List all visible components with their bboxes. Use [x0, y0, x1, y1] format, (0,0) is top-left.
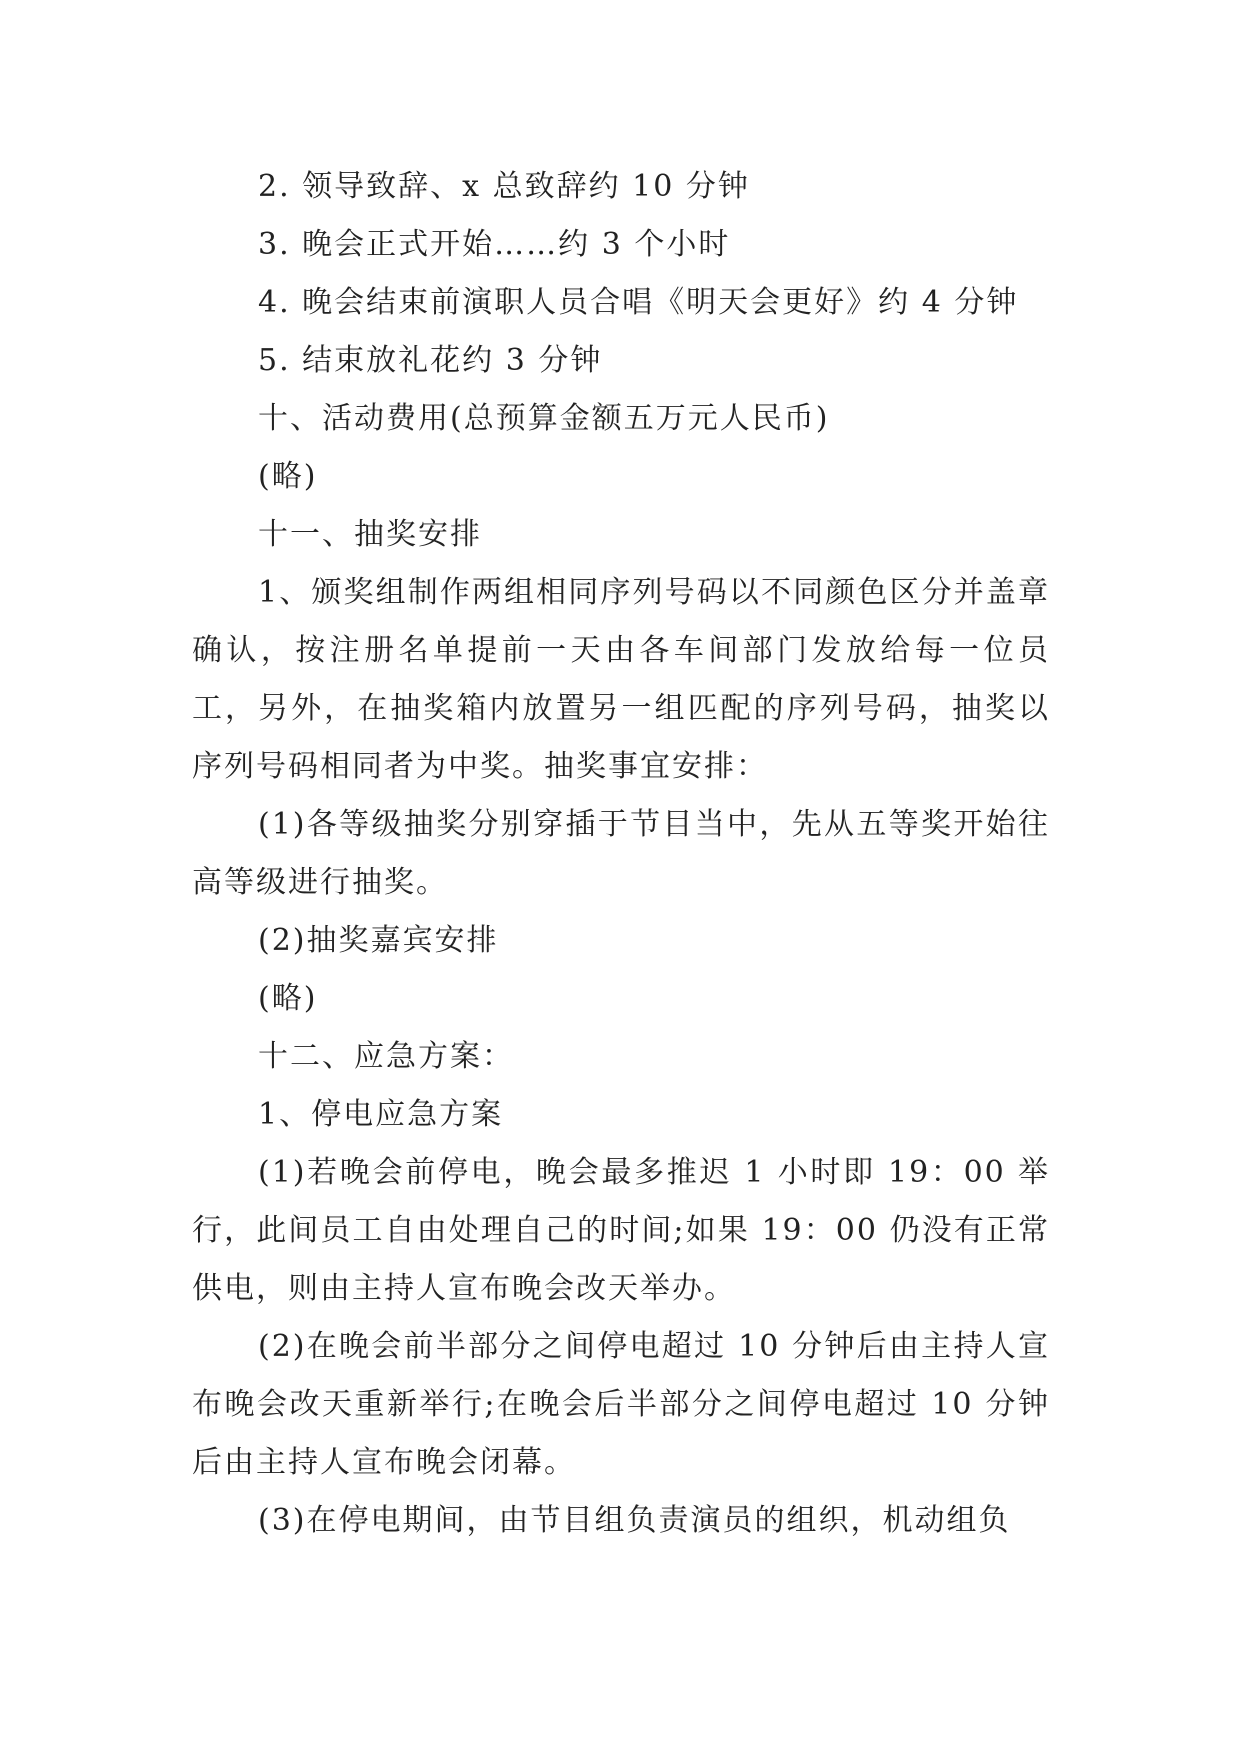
paragraph-omitted: (略)	[258, 459, 318, 494]
paragraph-lottery-sub-1: (1)各等级抽奖分别穿插于节目当中，先从五等奖开始往高等级进行抽奖。	[192, 807, 1050, 900]
paragraph-emergency-sub-2: (2)在晚会前半部分之间停电超过 10 分钟后由主持人宣布晚会改天重新举行;在晚会后半部分之间停电超过 10 分钟后由主持人宣布晚会闭幕。	[192, 1329, 1050, 1480]
paragraph-emergency-sub-3: (3)在停电期间，由节目组负责演员的组织，机动组负	[258, 1503, 1011, 1538]
paragraph-omitted: (略)	[258, 981, 318, 1016]
document-body	[192, 158, 1050, 1550]
paragraph-emergency-sub-1: (1)若晚会前停电，晚会最多推迟 1 小时即 19：00 举行，此间员工自由处理自己的时间;如果 19：00 仍没有正常供电，则由主持人宣布晚会改天举办。	[192, 1155, 1050, 1306]
paragraph-program-item-4: 4. 晚会结束前演职人员合唱《明天会更好》约 4 分钟	[258, 285, 1019, 320]
section-heading-11: 十一、抽奖安排	[258, 517, 482, 552]
section-heading-10: 十、活动费用(总预算金额五万元人民币)	[258, 401, 830, 436]
paragraph-emergency-item-1: 1、停电应急方案	[258, 1097, 504, 1132]
paragraph-program-item-5: 5. 结束放礼花约 3 分钟	[258, 343, 603, 378]
paragraph-program-item-2: 2. 领导致辞、x 总致辞约 10 分钟	[258, 169, 750, 204]
section-heading-12: 十二、应急方案：	[258, 1039, 514, 1074]
paragraph-lottery-sub-2: (2)抽奖嘉宾安排	[258, 923, 499, 958]
paragraph-program-item-3: 3. 晚会正式开始……约 3 个小时	[258, 227, 731, 262]
paragraph-lottery-item-1: 1、颁奖组制作两组相同序列号码以不同颜色区分并盖章确认，按注册名单提前一天由各车间部门发放给每一位员工，另外，在抽奖箱内放置另一组匹配的序列号码，抽奖以序列号码相同者为中奖。抽奖事宜安排：	[192, 575, 1050, 784]
